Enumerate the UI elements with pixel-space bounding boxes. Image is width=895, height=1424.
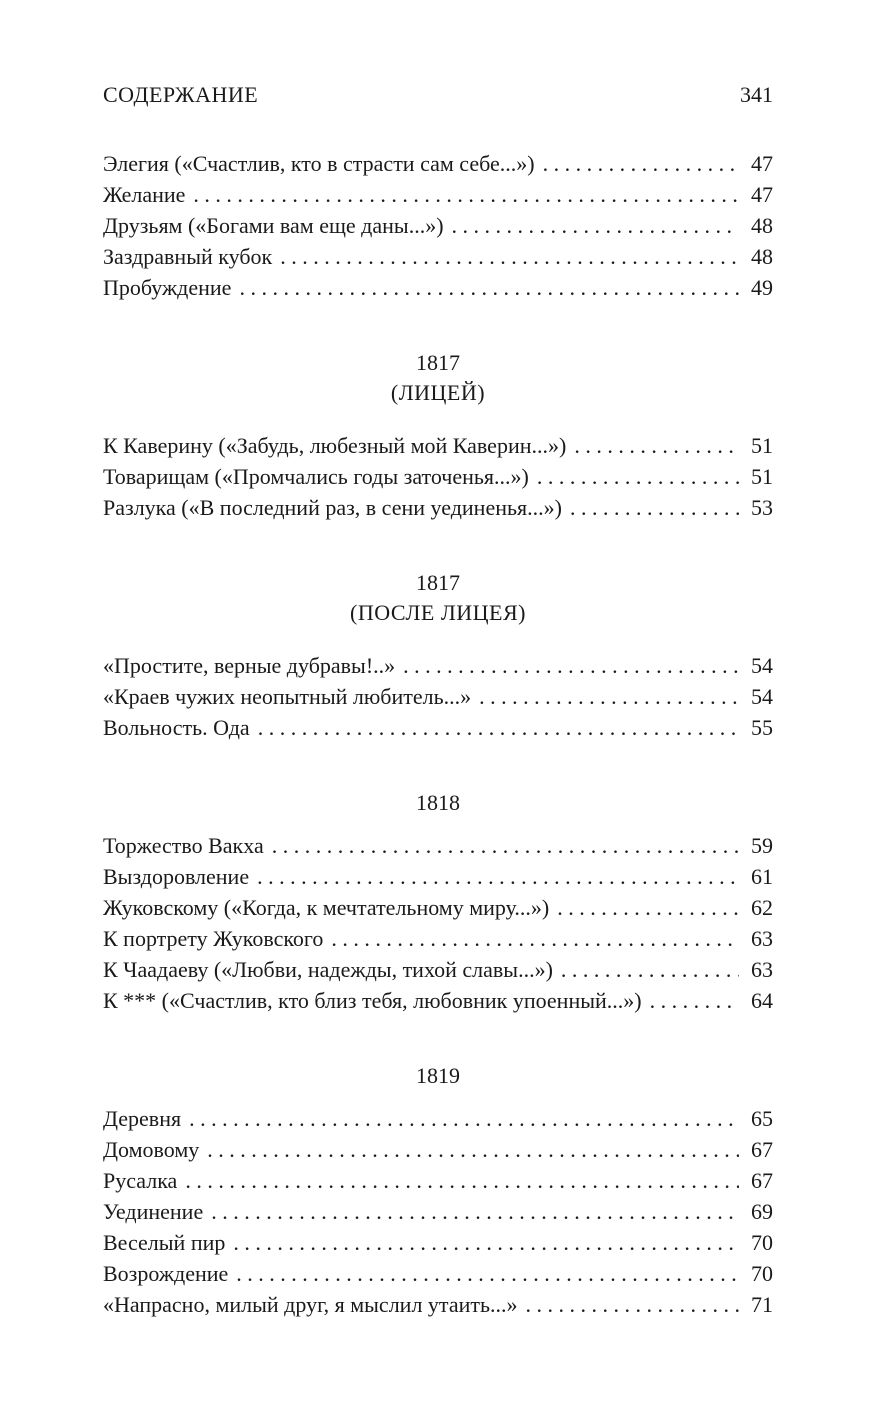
toc-entry-title: Русалка bbox=[103, 1168, 178, 1193]
toc-entry-page: 64 bbox=[751, 988, 773, 1013]
dot-leader bbox=[258, 712, 739, 743]
toc-entry bbox=[103, 681, 773, 712]
toc-entry-title: Друзьям («Богами вам еще даны...») bbox=[103, 213, 444, 238]
toc-entry bbox=[103, 1258, 773, 1289]
dot-leader bbox=[185, 1165, 739, 1196]
toc-entry-title: Заздравный кубок bbox=[103, 244, 273, 269]
toc-entry-page: 49 bbox=[751, 275, 773, 300]
spacer bbox=[103, 523, 773, 568]
dot-leader bbox=[543, 148, 739, 179]
toc-entry-page: 54 bbox=[751, 684, 773, 709]
toc-entry-page: 67 bbox=[751, 1168, 773, 1193]
toc-entry bbox=[103, 1227, 773, 1258]
dot-leader bbox=[207, 1134, 739, 1165]
toc-entries-1817-after-lyceum bbox=[103, 650, 773, 743]
toc-entry-title: «Краев чужих неопытный любитель...» bbox=[103, 684, 472, 709]
dot-leader bbox=[189, 1103, 739, 1134]
toc-entry bbox=[103, 1134, 773, 1165]
dot-leader bbox=[236, 1258, 739, 1289]
toc-entry-title: Возрождение bbox=[103, 1261, 229, 1286]
toc-entry-page: 67 bbox=[751, 1137, 773, 1162]
section-heading-1818 bbox=[103, 788, 773, 818]
toc-entry bbox=[103, 179, 773, 210]
toc-entries-intro bbox=[103, 148, 773, 303]
toc-entry bbox=[103, 650, 773, 681]
spacer bbox=[103, 1091, 773, 1103]
toc-entry-title: К Каверину («Забудь, любезный мой Каверин...») bbox=[103, 433, 567, 458]
toc-entry bbox=[103, 830, 773, 861]
section-year: 1818 bbox=[416, 790, 460, 815]
section-subtitle: (ПОСЛЕ ЛИЦЕЯ) bbox=[350, 600, 526, 625]
toc-entry-page: 70 bbox=[751, 1261, 773, 1286]
toc-entry-title: «Простите, верные дубравы!..» bbox=[103, 653, 396, 678]
toc-entry-page: 63 bbox=[751, 926, 773, 951]
toc-entry-page: 48 bbox=[751, 213, 773, 238]
spacer bbox=[103, 628, 773, 650]
toc-entry-title: К портрету Жуковского bbox=[103, 926, 324, 951]
dot-leader bbox=[650, 985, 739, 1016]
toc-entries-1817-lyceum bbox=[103, 430, 773, 523]
toc-entry-title: Торжество Вакха bbox=[103, 833, 264, 858]
dot-leader bbox=[574, 430, 739, 461]
toc-entry bbox=[103, 1103, 773, 1134]
toc-entry-title: Деревня bbox=[103, 1106, 182, 1131]
toc-entry-page: 63 bbox=[751, 957, 773, 982]
section-subtitle: (ЛИЦЕЙ) bbox=[390, 380, 486, 405]
toc-entry bbox=[103, 861, 773, 892]
toc-entry-title: Разлука («В последний раз, в сени уединенья...») bbox=[103, 495, 562, 520]
table-of-contents bbox=[103, 148, 773, 1320]
dot-leader bbox=[280, 241, 739, 272]
section-year: 1817 bbox=[416, 570, 460, 595]
toc-entry bbox=[103, 210, 773, 241]
spacer bbox=[103, 1016, 773, 1061]
toc-entry-page: 55 bbox=[751, 715, 773, 740]
toc-entry bbox=[103, 492, 773, 523]
dot-leader bbox=[272, 830, 739, 861]
toc-entry bbox=[103, 712, 773, 743]
toc-entry-page: 71 bbox=[751, 1292, 773, 1317]
toc-entry-page: 53 bbox=[751, 495, 773, 520]
toc-entry-page: 62 bbox=[751, 895, 773, 920]
dot-leader bbox=[403, 650, 739, 681]
toc-entry bbox=[103, 241, 773, 272]
section-year: 1817 bbox=[416, 350, 460, 375]
dot-leader bbox=[193, 179, 739, 210]
toc-entry bbox=[103, 954, 773, 985]
toc-entry-page: 54 bbox=[751, 653, 773, 678]
toc-entry bbox=[103, 1165, 773, 1196]
dot-leader bbox=[233, 1227, 739, 1258]
dot-leader bbox=[557, 892, 739, 923]
spacer bbox=[103, 303, 773, 348]
toc-entry-title: Вольность. Ода bbox=[103, 715, 250, 740]
dot-leader bbox=[479, 681, 739, 712]
toc-entry-title: К *** («Счастлив, кто близ тебя, любовник упоенный...») bbox=[103, 988, 642, 1013]
dot-leader bbox=[526, 1289, 740, 1320]
section-heading-1817-lyceum bbox=[103, 348, 773, 408]
toc-entry-page: 59 bbox=[751, 833, 773, 858]
section-year: 1819 bbox=[416, 1063, 460, 1088]
toc-entry-page: 70 bbox=[751, 1230, 773, 1255]
toc-entry-title: Уединение bbox=[103, 1199, 204, 1224]
spacer bbox=[103, 743, 773, 788]
toc-entry-page: 48 bbox=[751, 244, 773, 269]
dot-leader bbox=[537, 461, 739, 492]
toc-entry bbox=[103, 1196, 773, 1227]
toc-entry bbox=[103, 985, 773, 1016]
toc-entry bbox=[103, 892, 773, 923]
section-heading-1819 bbox=[103, 1061, 773, 1091]
toc-entry-title: Веселый пир bbox=[103, 1230, 226, 1255]
dot-leader bbox=[452, 210, 739, 241]
dot-leader bbox=[239, 272, 739, 303]
spacer bbox=[103, 408, 773, 430]
toc-entry bbox=[103, 430, 773, 461]
page-number: 341 bbox=[740, 82, 773, 107]
toc-entries-1818 bbox=[103, 830, 773, 1016]
dot-leader bbox=[570, 492, 739, 523]
toc-entry bbox=[103, 461, 773, 492]
dot-leader bbox=[561, 954, 739, 985]
toc-entry-title: Элегия («Счастлив, кто в страсти сам себе...») bbox=[103, 151, 535, 176]
dot-leader bbox=[211, 1196, 739, 1227]
toc-entry-page: 47 bbox=[751, 151, 773, 176]
toc-entry bbox=[103, 148, 773, 179]
toc-entry-page: 65 bbox=[751, 1106, 773, 1131]
toc-entry bbox=[103, 1289, 773, 1320]
toc-entry bbox=[103, 272, 773, 303]
toc-entry-title: Домовому bbox=[103, 1137, 200, 1162]
running-head bbox=[103, 82, 773, 108]
toc-entry-page: 51 bbox=[751, 433, 773, 458]
toc-entry-page: 47 bbox=[751, 182, 773, 207]
running-title: СОДЕРЖАНИЕ bbox=[103, 82, 259, 107]
dot-leader bbox=[257, 861, 739, 892]
toc-entry bbox=[103, 923, 773, 954]
toc-entry-title: Товарищам («Промчались годы заточенья...») bbox=[103, 464, 529, 489]
toc-entry-title: «Напрасно, милый друг, я мыслил утаить...» bbox=[103, 1292, 518, 1317]
toc-entry-title: Пробуждение bbox=[103, 275, 232, 300]
toc-entry-title: Желание bbox=[103, 182, 186, 207]
toc-entry-page: 61 bbox=[751, 864, 773, 889]
toc-entries-1819 bbox=[103, 1103, 773, 1320]
toc-entry-page: 51 bbox=[751, 464, 773, 489]
toc-entry-title: Выздоровление bbox=[103, 864, 250, 889]
toc-entry-title: К Чаадаеву («Любви, надежды, тихой славы...») bbox=[103, 957, 553, 982]
toc-entry-page: 69 bbox=[751, 1199, 773, 1224]
section-heading-1817-after-lyceum bbox=[103, 568, 773, 628]
toc-entry-title: Жуковскому («Когда, к мечтательному миру...») bbox=[103, 895, 550, 920]
dot-leader bbox=[331, 923, 739, 954]
spacer bbox=[103, 818, 773, 830]
